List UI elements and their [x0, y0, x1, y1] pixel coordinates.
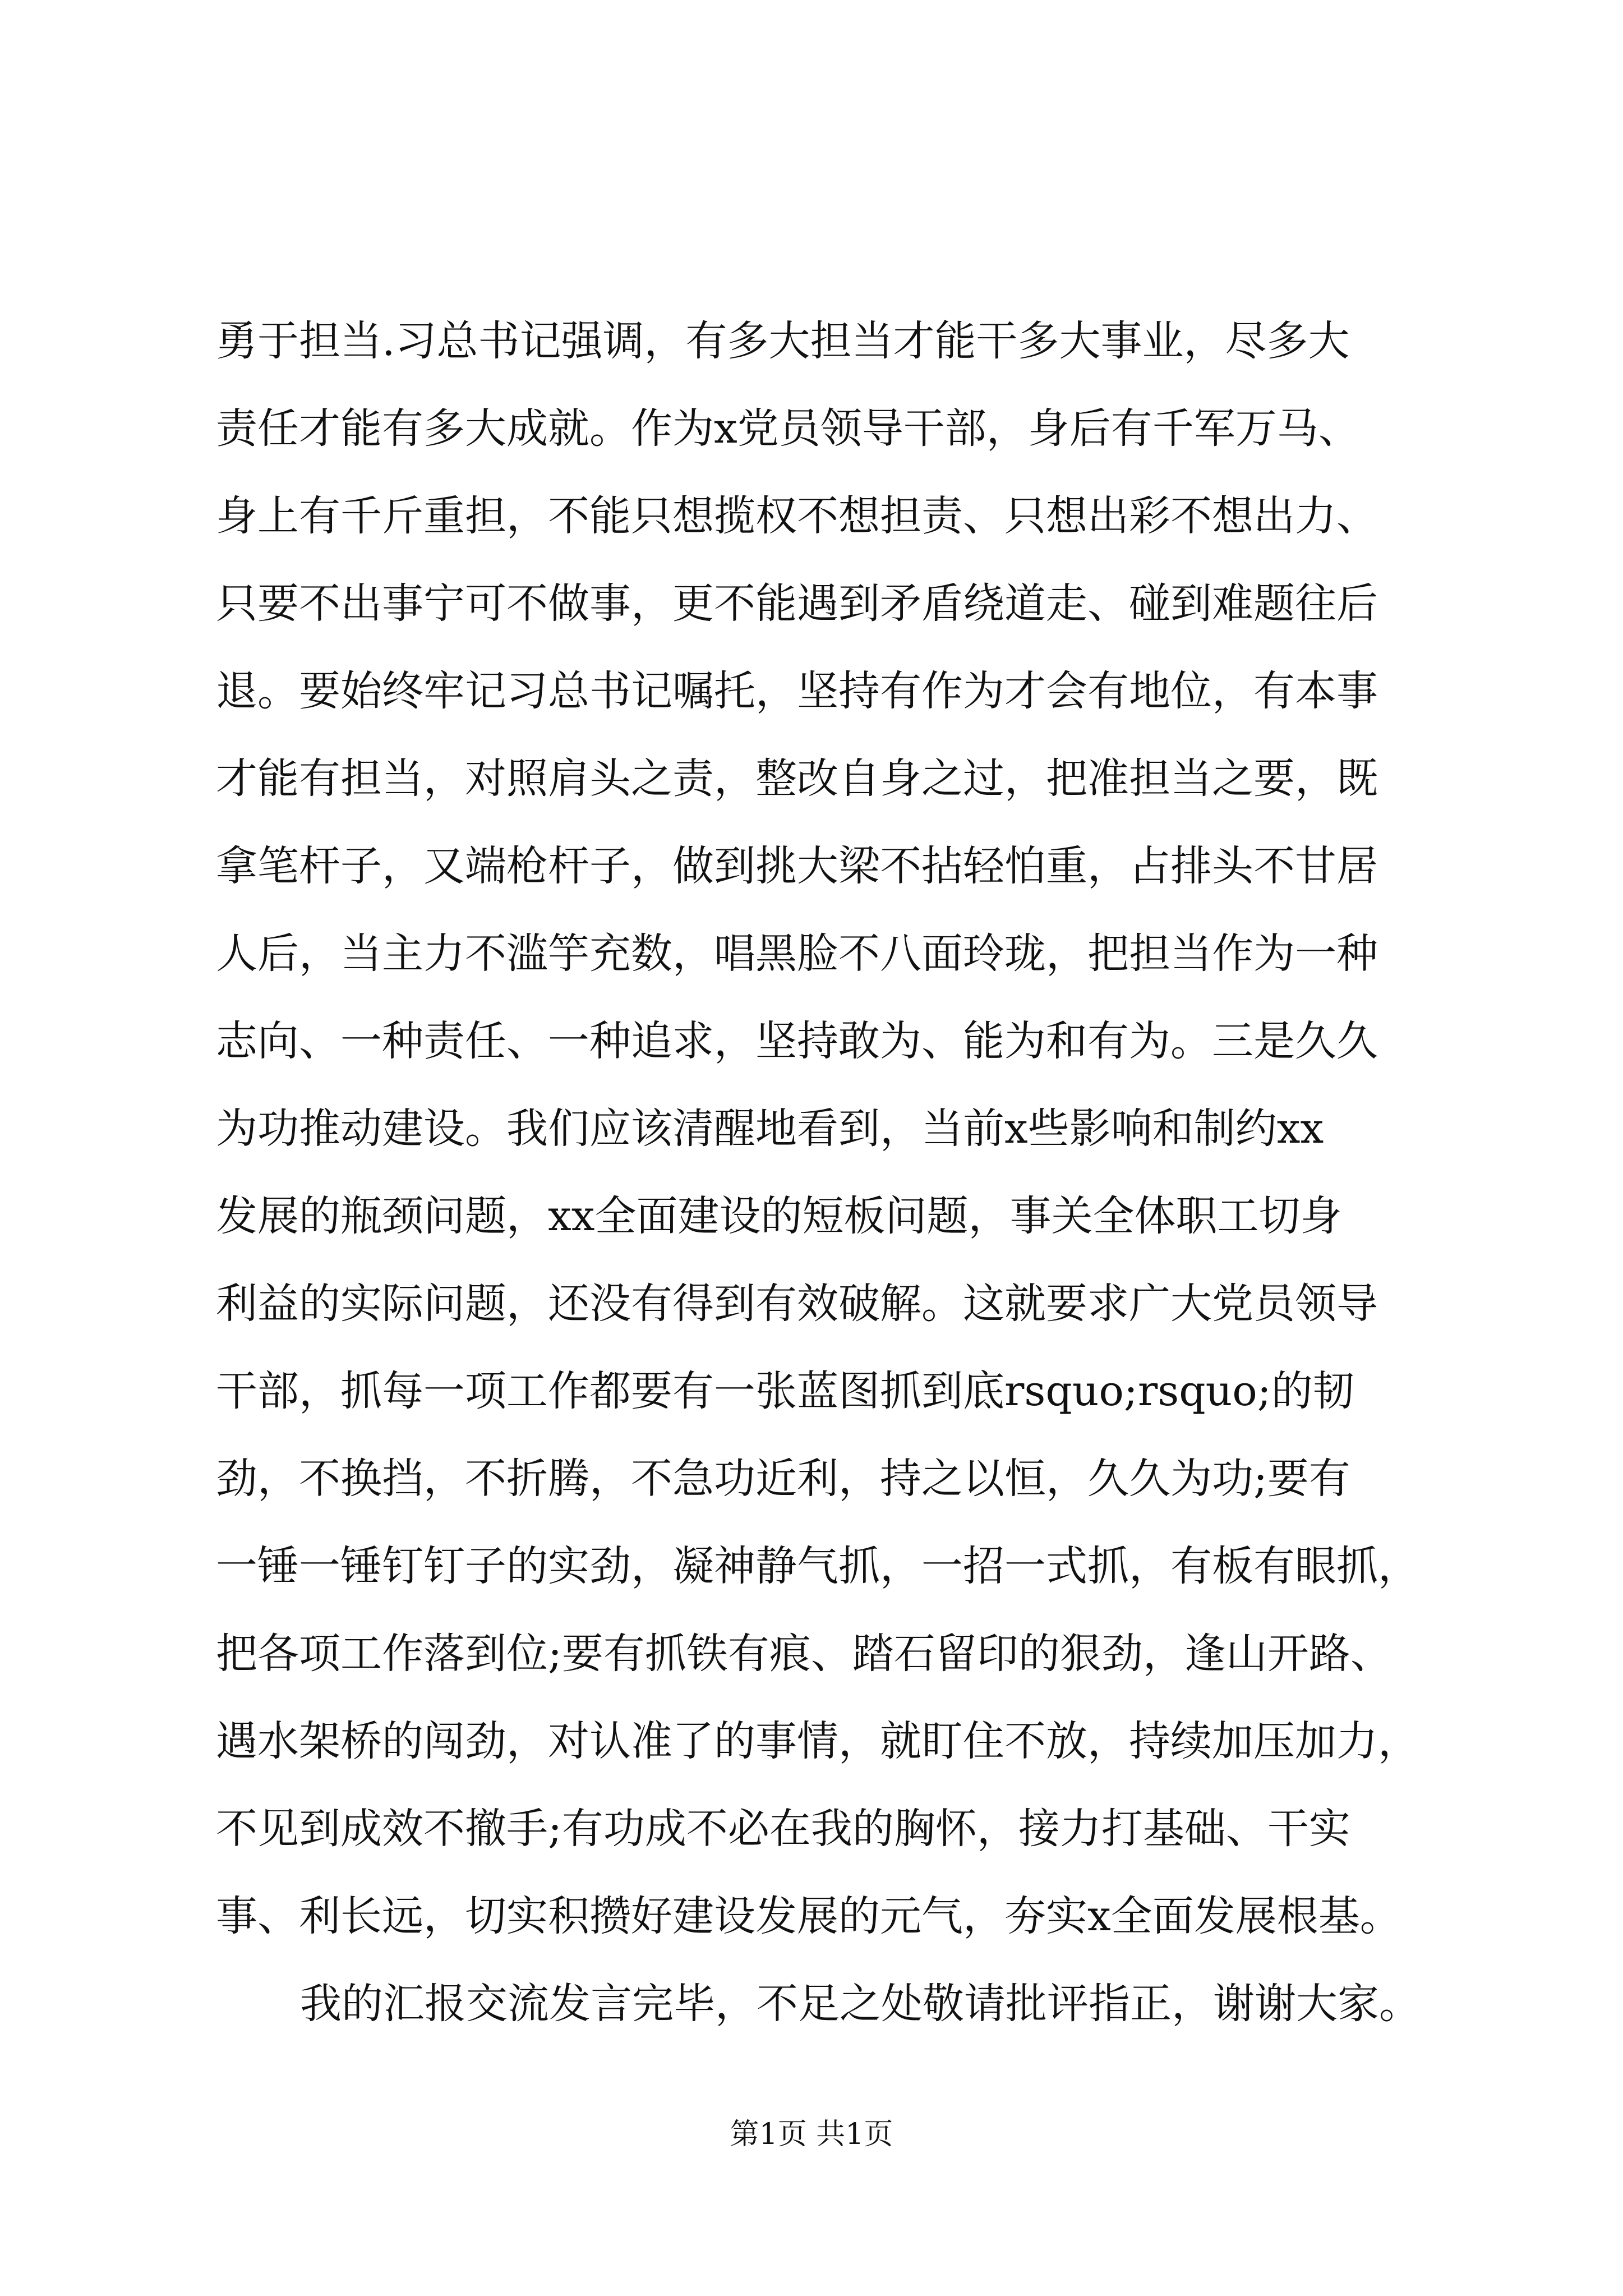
paragraph-line-1: 勇于担当.习总书记强调，有多大担当才能干多大事业，尽多大: [216, 317, 1350, 365]
paragraph-line-2: 责任才能有多大成就。作为x党员领导干部，身后有千军万马、: [216, 404, 1360, 453]
page-footer: [0, 2115, 1623, 2154]
paragraph-line-11: 发展的瓶颈问题，xx全面建设的短板问题，事关全体职工切身: [216, 1192, 1342, 1240]
closing-line: 我的汇报交流发言完毕，不足之处敬请批评指正，谢谢大家。: [300, 1980, 1421, 2028]
paragraph-line-12: 利益的实际问题，还没有得到有效破解。这就要求广大党员领导: [216, 1280, 1378, 1328]
paragraph-line-5: 退。要始终牢记习总书记嘱托，坚持有作为才会有地位，有本事: [216, 667, 1378, 715]
page-number: 第1页 共1页: [730, 2118, 893, 2151]
paragraph-line-16: 把各项工作落到位;要有抓铁有痕、踏石留印的狠劲，逢山开路、: [216, 1630, 1392, 1678]
paragraph-line-7: 拿笔杆子，又端枪杆子，做到挑大梁不拈轻怕重，占排头不甘居: [216, 842, 1378, 890]
paragraph-line-17: 遇水架桥的闯劲，对认准了的事情，就盯住不放，持续加压加力，: [216, 1717, 1419, 1765]
paragraph-line-4: 只要不出事宁可不做事，更不能遇到矛盾绕道走、碰到难题往后: [216, 579, 1378, 628]
paragraph-line-10: 为功推动建设。我们应该清醒地看到，当前x些影响和制约xx: [216, 1105, 1324, 1153]
paragraph-line-13: 干部，抓每一项工作都要有一张蓝图抓到底rsquo;rsquo;的韧: [216, 1367, 1354, 1415]
paragraph-line-14: 劲，不换挡，不折腾，不急功近利，持之以恒，久久为功;要有: [216, 1455, 1350, 1503]
paragraph-line-3: 身上有千斤重担，不能只想揽权不想担责、只想出彩不想出力、: [216, 492, 1378, 540]
paragraph-line-9: 志向、一种责任、一种追求，坚持敢为、能为和有为。三是久久: [216, 1017, 1378, 1065]
paragraph-line-8: 人后，当主力不滥竽充数，唱黑脸不八面玲珑，把担当作为一种: [216, 930, 1378, 978]
body-text: [216, 297, 1427, 2047]
paragraph-line-19: 事、利长远，切实积攒好建设发展的元气，夯实x全面发展根基。: [216, 1892, 1401, 1940]
paragraph-line-18: 不见到成效不撤手;有功成不必在我的胸怀，接力打基础、干实: [216, 1805, 1350, 1853]
paragraph-line-6: 才能有担当，对照肩头之责，整改自身之过，把准担当之要，既: [216, 754, 1378, 803]
paragraph-line-15: 一锤一锤钉钉子的实劲，凝神静气抓，一招一式抓，有板有眼抓，: [216, 1542, 1419, 1590]
